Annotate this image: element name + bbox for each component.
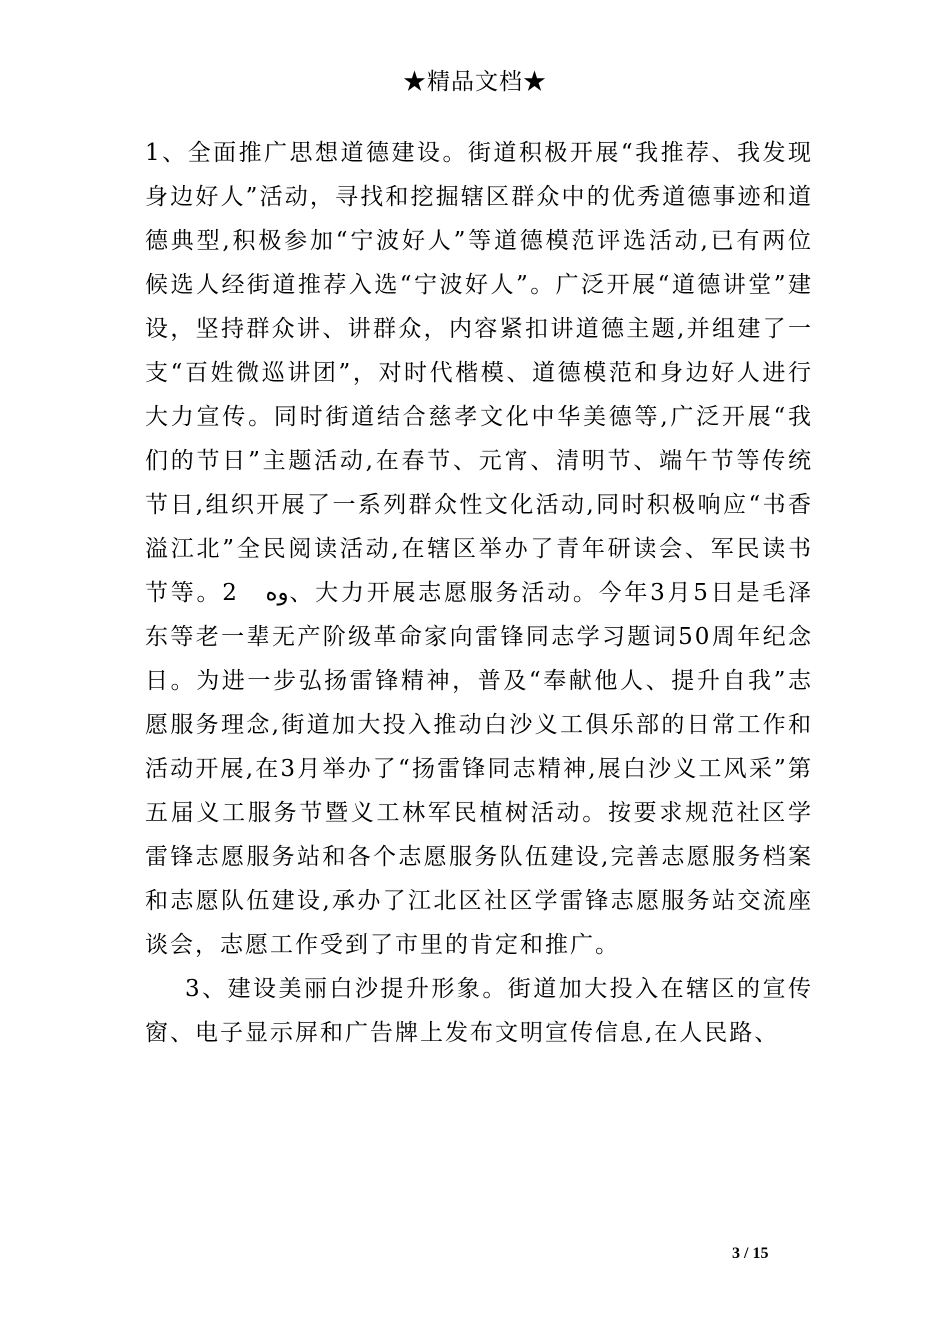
- paragraph-1: 1、全面推广思想道德建设。街道积极开展“我推荐、我发现身边好人”活动，寻找和挖掘辖区群众中的优秀道德事迹和道德典型,积极参加“宁波好人”等道德模范评选活动,已有两位候选人经街道推荐入选“宁波好人”。广泛开展“道德讲堂”建设，坚持群众讲、讲群众，内容紧扣讲道德主题,并组建了一支“百姓微巡讲团”，对时代楷模、道德模范和身边好人进行大力宣传。同时街道结合慈孝文化中华美德等,广泛开展“我们的节日”主题活动,在春节、元宵、清明节、端午节等传统节日,组织开展了一系列群众性文化活动,同时积极响应“书香溢江北”全民阅读活动,在辖区举办了青年研读会、军民读书节等。2 وه、大力开展志愿服务活动。今年3月5日是毛泽东等老一辈无产阶级革命家向雷锋同志学习题词50周年纪念日。为进一步弘扬雷锋精神，普及“奉献他人、提升自我”志愿服务理念,街道加大投入推动白沙义工俱乐部的日常工作和活动开展,在3月举办了“扬雷锋同志精神,展白沙义工风采”第五届义工服务节暨义工林军民植树活动。按要求规范社区学雷锋志愿服务站和各个志愿服务队伍建设,完善志愿服务档案和志愿队伍建设,承办了江北区社区学雷锋志愿服务站交流座谈会，志愿工作受到了市里的肯定和推广。: [145, 140, 813, 958]
- page-header-title: ★精品文档★: [403, 69, 547, 95]
- page-number: 3 / 15: [732, 1245, 769, 1262]
- paragraph-2: 3、建设美丽白沙提升形象。街道加大投入在辖区的宣传窗、电子显示屏和广告牌上发布文明宣传信息,在人民路、: [145, 976, 813, 1046]
- document-body: [145, 131, 813, 1055]
